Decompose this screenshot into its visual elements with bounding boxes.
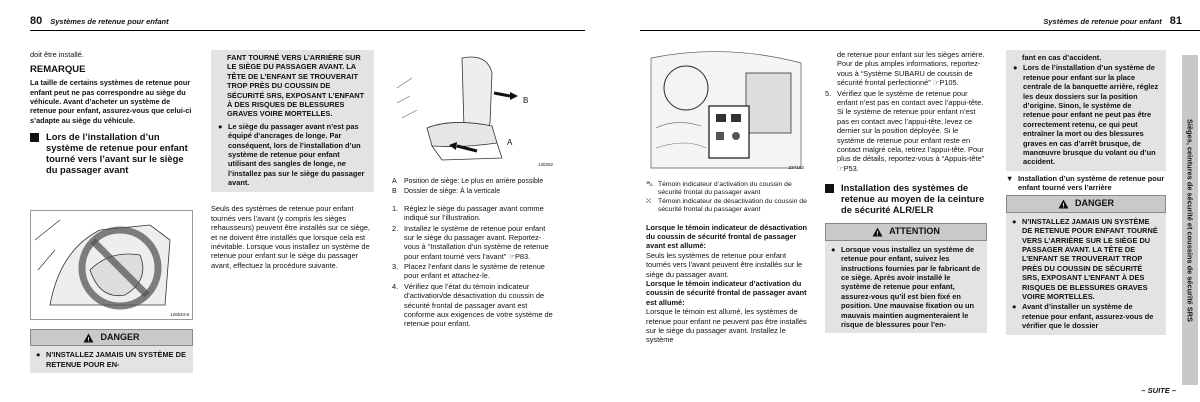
label-a: A	[507, 138, 513, 147]
step-text: Placez l’enfant dans le système de retenue pour enfant et attachez-le.	[404, 262, 545, 281]
danger-body	[1006, 213, 1166, 335]
bullet-icon: ●	[218, 121, 223, 131]
svg-text:!: !	[1062, 202, 1065, 210]
step-number: 4.	[392, 281, 399, 291]
step-1	[392, 204, 555, 223]
legend-b: Dossier de siège: À la verticale	[404, 187, 501, 195]
header-rule	[640, 30, 1200, 31]
seat-adjust-figure	[392, 48, 555, 170]
attention-body	[825, 241, 987, 334]
attention-label: ATTENTION	[889, 226, 940, 237]
step-3	[392, 262, 555, 281]
page-number: 81	[1169, 15, 1182, 27]
suite-marker: – SUITE –	[1141, 386, 1176, 395]
dashboard-indicator-icon	[646, 48, 806, 173]
warning-continued-box	[211, 50, 374, 192]
warning-continued: FANT TOURNÉ VERS L’ARRIÈRE SUR LE SIÈGE DU PASSAGER AVANT. LA TÊTE DE L’ENFANT SE TROUVERAIT TROP PRÈS DU COUSSIN DE SÉCURITÉ SRS, EXPOSANT L’ENFANT À DES RISQUES DE BLESSURES GRAVES VOIRE MORTELLES.	[227, 53, 365, 119]
continued-text: de retenue pour enfant sur les sièges arrière. Pour de plus amples informations, reportez-vous à “Système SUBARU de coussin de sécurité frontal perfectionné” ☞P105.	[837, 50, 985, 88]
attention-continued-box	[1006, 50, 1166, 171]
right-col-1	[646, 180, 808, 345]
danger-box-left	[30, 329, 193, 373]
remark-title: REMARQUE	[30, 64, 86, 76]
triangle-down-icon: ▼	[1006, 173, 1014, 183]
child-seat-figure	[30, 210, 193, 320]
bullet-icon: ●	[1013, 63, 1018, 73]
step-number: 3.	[392, 262, 399, 272]
legend-a: Position de siège: Le plus en arrière possible	[404, 178, 544, 185]
warning-bullet: Le siège du passager avant n’est pas équipé d’ancrages de longe. Par conséquent, lors de l’installation d’un système de retenue pour enfant utilisant des sangles de longe, ne l’installez pas sur le siège du passager avant.	[228, 121, 365, 188]
danger-bullet-1: N’INSTALLEZ JAMAIS UN SYSTÈME DE RETENUE POUR ENFANT TOURNÉ VERS L’ARRIÈRE SUR LE SIÈGE DU PASSAGER AVANT. LA TÊTE DE L’ENFANT SE TROUVERAIT TROP PRÈS DU COUSSIN DE SÉCURITÉ SRS, EXPOSANT L’ENFANT À DES RISQUES DE BLESSURES GRAVES VOIRE MORTELLES.	[1022, 216, 1158, 302]
left-col-1	[30, 50, 193, 179]
warning-triangle-icon	[872, 227, 883, 237]
p1-text: Seuls les systèmes de retenue pour enfant tournés vers l’avant peuvent être installés sur le siège du passager avant.	[646, 250, 803, 279]
step-text: Vérifiez que l’état du témoin indicateur d’activation/de désactivation du coussin de sécurité frontal de passager avant est conforme aux exigences de votre système de retenue pour enfant.	[404, 281, 553, 329]
p2-text: Lorsque le témoin est allumé, les systèmes de retenue pour enfant ne peuvent pas être installés sur le siège du passager avant. Installez le système	[646, 307, 807, 345]
svg-text:!: !	[87, 336, 91, 343]
danger-bullet-2: Avant d’installer un système de retenue pour enfant, assurez-vous de vérifier que le dossier	[1022, 302, 1154, 331]
bullet-icon: ●	[1012, 216, 1017, 226]
legend-1: Témoin indicateur d’activation du coussin de sécurité frontal du passager avant	[658, 181, 792, 197]
item-text: Installation d’un système de retenue pour enfant tourné vers l’arrière	[1018, 173, 1165, 193]
chapter-sidebar: Sièges, ceintures de sécurité et coussins de sécurité SRS	[1182, 55, 1198, 385]
square-bullet-icon	[825, 184, 834, 193]
warning-triangle-icon	[1058, 199, 1069, 209]
intro-text: doit être installé.	[30, 50, 84, 59]
legend-key-a: A	[392, 178, 397, 185]
figure-code: Z3T152	[788, 165, 804, 171]
section-heading	[825, 182, 987, 215]
bullet-icon: ●	[831, 244, 836, 254]
running-title: Systèmes de retenue pour enfant	[1043, 17, 1162, 26]
step-text: Vérifiez que le système de retenue pour enfant n’est pas en contact avec l’appui-tête. Si le système de retenue pour enfant n’est pas en contact avec l’appui-tête, levez ce dernier sur la position déployée. Si le système de retenue pour enfant reste en contact malgré cela, retirez l’appui-tête. Pour plus de détails, reportez-vous à “Appuis-tête” ☞P53.	[837, 88, 985, 173]
bullet-icon: ●	[36, 350, 41, 360]
danger-label: DANGER	[1074, 198, 1114, 209]
left-page	[0, 0, 590, 402]
danger-body	[30, 346, 193, 373]
step-2	[392, 224, 555, 262]
figure-code: 130252	[537, 162, 553, 168]
step-text: Réglez le siège du passager avant comme indiqué sur l’illustration.	[404, 203, 544, 223]
section-title: Installation des systèmes de retenue au moyen de la ceinture de sécurité ALR/ELR	[841, 182, 985, 216]
bullet-icon: ●	[1012, 302, 1017, 312]
attention-text: Lorsque vous installez un système de retenue pour enfant, suivez les instructions fournies par le fabricant de ce siège. Après avoir installé le système de retenue pour enfant, assurez-vous qu’il est bien fixé en position. Une mauvaise fixation ou un mauvais maintien augmenteraient le risque de blessures pour l’en-	[841, 244, 981, 329]
left-col-2	[211, 50, 374, 270]
danger-header	[1006, 195, 1166, 212]
step-text: Installez le système de retenue pour enfant sur le siège du passager avant. Reportez-vous à “Installation d’un système de retenue pour enfant tourné vers l’avant” ☞P83.	[404, 223, 549, 261]
step-number: 5.	[825, 88, 832, 98]
danger-label: DANGER	[100, 332, 140, 342]
running-title: Systèmes de retenue pour enfant	[50, 17, 169, 26]
danger-text: N’INSTALLEZ JAMAIS UN SYSTÈME DE RETENUE POUR EN-	[46, 350, 186, 369]
p1-heading: Lorsque le témoin indicateur de désactivation du coussin de sécurité frontal de passager avant est allumé:	[646, 222, 807, 251]
legend-key-b: B	[392, 187, 397, 195]
svg-text:!: !	[876, 230, 879, 238]
step-5	[825, 89, 987, 174]
label-b: B	[523, 96, 529, 105]
rear-facing-item	[1006, 174, 1166, 193]
legend-2: Témoin indicateur de désactivation du coussin de sécurité frontal du passager avant	[658, 198, 807, 214]
right-col-2	[825, 50, 987, 333]
no-rear-facing-seat-icon	[30, 210, 193, 320]
section-heading	[30, 131, 193, 175]
step-number: 2.	[392, 223, 399, 233]
section-title: Lors de l’installation d’un système de retenue pour enfant tourné vers l’avant sur le siège du passager avant	[46, 130, 188, 176]
step-4	[392, 282, 555, 329]
right-page	[610, 0, 1200, 402]
page-number: 80	[30, 15, 43, 27]
remark-text: La taille de certains systèmes de retenue pour enfant peut ne pas correspondre au siège du véhicule. Avant d’acheter un système de retenue pour enfant, assurez-vous que celui-ci s’adapte au siège du véhicule.	[30, 78, 192, 125]
left-page-header	[30, 15, 169, 29]
continued-text: fant en cas d’accident.	[1022, 53, 1102, 62]
danger-header	[30, 329, 193, 346]
right-page-header	[1043, 15, 1182, 29]
p2-heading: Lorsque le témoin indicateur d’activation du coussin de sécurité frontal de passager avant est allumé:	[646, 278, 807, 307]
warning-triangle-icon	[83, 333, 94, 343]
passenger-off-icon: ⛌	[646, 198, 652, 206]
header-rule	[30, 30, 585, 31]
passenger-on-icon: ⛍	[646, 181, 654, 188]
step-number: 1.	[392, 203, 399, 213]
square-bullet-icon	[30, 133, 39, 142]
attention-header	[825, 223, 987, 240]
dashboard-figure	[646, 48, 806, 173]
left-col-3	[392, 177, 555, 330]
attention-bullet: Lors de l’installation d’un système de retenue pour enfant sur la place centrale de la banquette arrière, réglez les deux dossiers sur la position d’origine. Sinon, le système de retenue pour enfant ne peut pas être correctement retenu, ce qui peut entraîner la mort ou des blessures graves en cas d’arrêt brusque, de manœuvre brusque du volant ou d’un accident.	[1023, 63, 1159, 167]
figure-code: 120634-8	[169, 312, 189, 318]
body-text: Seuls des systèmes de retenue pour enfant tournés vers l’avant (y compris les sièges rehausseurs) peuvent être installés sur ce siège, et ne doivent être installés que lorsque cela est inévitable. Lorsque vous installez un système de retenue pour enfant sur le siège du passager avant, effectuez la procédure suivante.	[211, 204, 370, 270]
right-col-3	[1006, 50, 1166, 335]
seat-diagram-icon	[392, 48, 555, 170]
